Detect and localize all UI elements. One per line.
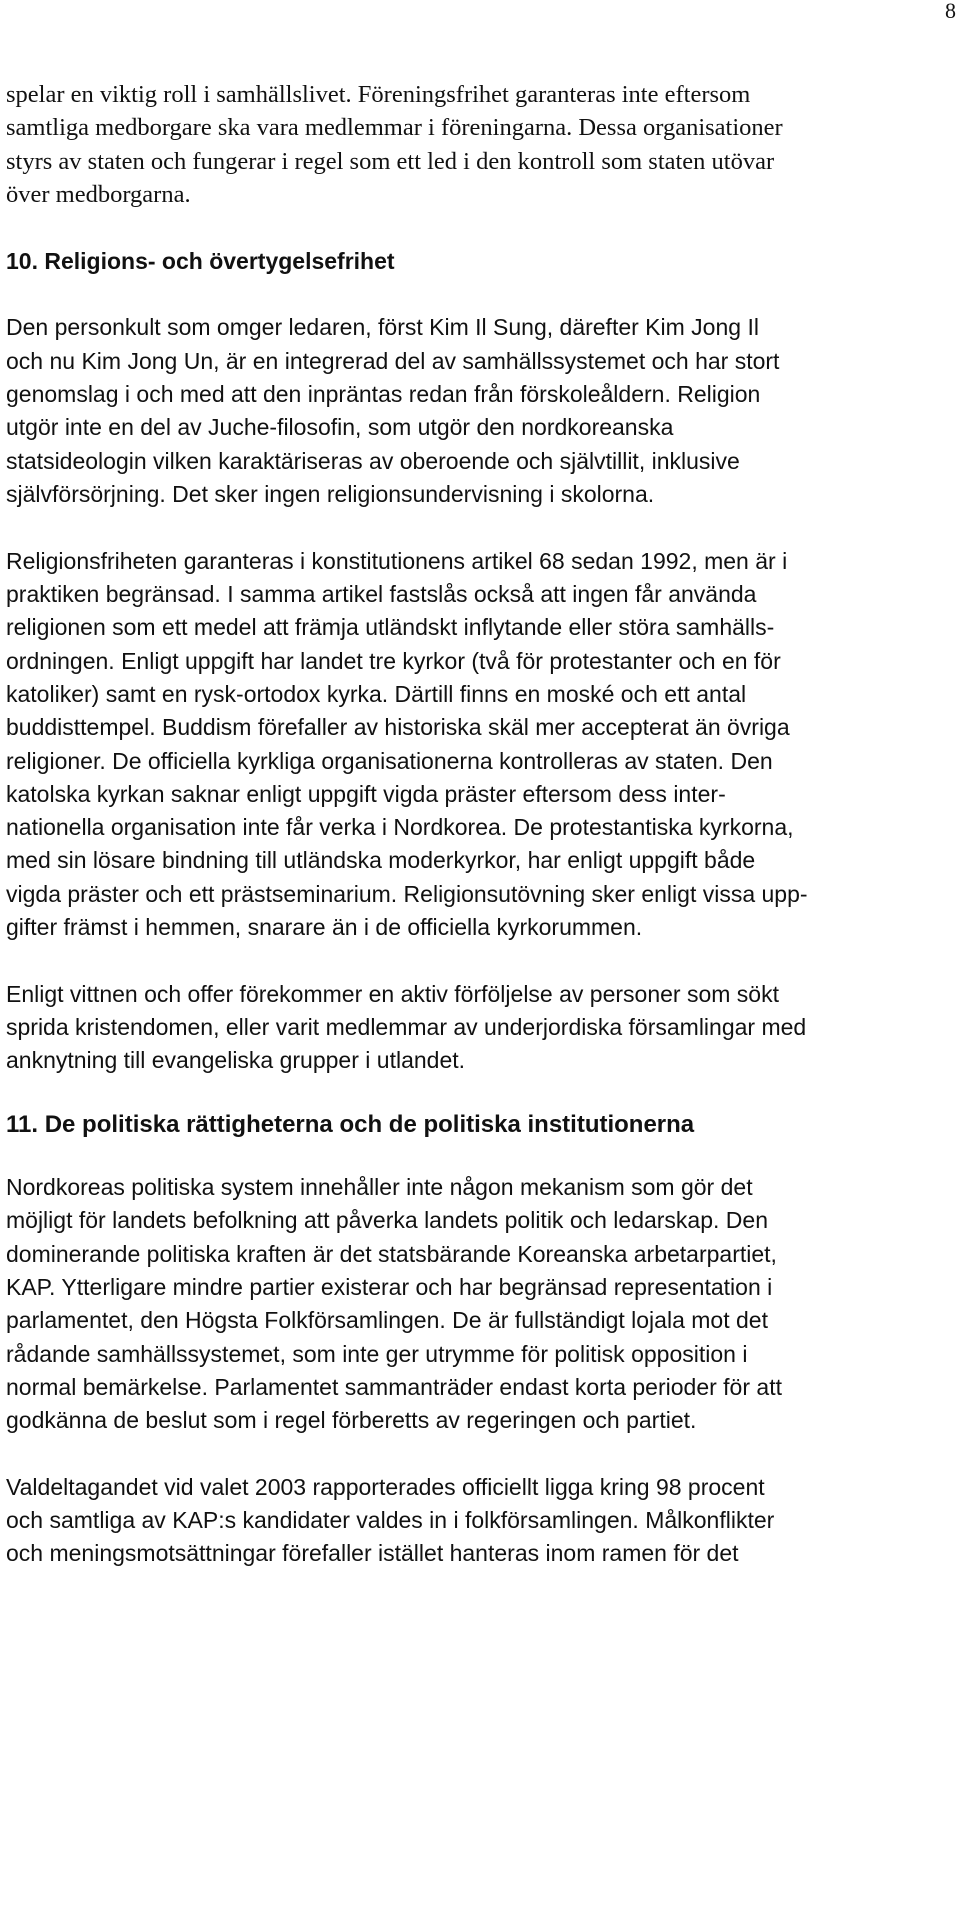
text-line: vigda präster och ett prästseminarium. Religionsutövning sker enligt vissa upp- — [6, 880, 808, 907]
text-line: katoliker) samt en rysk-ortodox kyrka. Därtill finns en moské och ett antal — [6, 680, 747, 707]
text-line: godkänna de beslut som i regel förberetts av regeringen och partiet. — [6, 1407, 697, 1434]
text-line: normal bemärkelse. Parlamentet sammanträder endast korta perioder för att — [6, 1373, 782, 1400]
text-line: dominerande politiska kraften är det statsbärande Koreanska arbetarpartiet, — [6, 1240, 777, 1267]
text-line: Nordkoreas politiska system innehåller inte någon mekanism som gör det — [6, 1174, 753, 1201]
paragraph-valdeltagande — [6, 1471, 952, 1571]
text-line: katolska kyrkan saknar enligt uppgift vigda präster eftersom dess inter- — [6, 780, 726, 807]
text-line: anknytning till evangeliska grupper i utlandet. — [6, 1047, 466, 1074]
text-line: sprida kristendomen, eller varit medlemmar av underjordiska församlingar med — [6, 1014, 807, 1041]
text-line: KAP. Ytterligare mindre partier existerar och har begränsad representation i — [6, 1273, 773, 1300]
text-line: gifter främst i hemmen, snarare än i de officiella kyrkorummen. — [6, 914, 643, 941]
text-line: och meningsmotsättningar förefaller istället hanteras inom ramen för det — [6, 1540, 739, 1567]
paragraph-personkult — [6, 311, 952, 511]
text-line: religionen som ett medel att främja utländskt inflytande eller störa samhälls- — [6, 614, 775, 641]
text-line: samtliga medborgare ska vara medlemmar i föreningarna. Dessa organisationer — [6, 114, 783, 142]
text-line: buddisttempel. Buddism förefaller av historiska skäl mer accepterat än övriga — [6, 714, 790, 741]
text-line: självförsörjning. Det sker ingen religionsundervisning i skolorna. — [6, 480, 655, 507]
text-line: Enligt vittnen och offer förekommer en aktiv förföljelse av personer som sökt — [6, 980, 779, 1007]
text-line: med sin lösare bindning till utländska moderkyrkor, har enligt uppgift både — [6, 847, 756, 874]
paragraph-religionsfrihet — [6, 545, 952, 945]
page-number: 8 — [945, 0, 956, 23]
text-line: styrs av staten och fungerar i regel som ett led i den kontroll som staten utövar — [6, 147, 775, 175]
text-line: genomslag i och med att den inpräntas redan från förskoleåldern. Religion — [6, 381, 761, 408]
text-line: rådande samhällssystemet, som inte ger utrymme för politisk opposition i — [6, 1340, 748, 1367]
section-heading-10: 10. Religions- och övertygelsefrihet — [6, 247, 395, 274]
text-line: ordningen. Enligt uppgift har landet tre kyrkor (två för protestanter och en för — [6, 647, 781, 674]
text-line: spelar en viktig roll i samhällslivet. Föreningsfrihet garanteras inte eftersom — [6, 81, 751, 108]
paragraph-intro — [6, 78, 952, 211]
text-line: religioner. De officiella kyrkliga organisationerna kontrolleras av staten. Den — [6, 747, 773, 774]
text-line: nationella organisation inte får verka i Nordkorea. De protestantiska kyrkorna, — [6, 814, 794, 841]
text-line: och nu Kim Jong Un, är en integrerad del av samhällssystemet och har stort — [6, 347, 780, 374]
text-line: Valdeltagandet vid valet 2003 rapporterades officiellt ligga kring 98 procent — [6, 1473, 765, 1500]
text-line: och samtliga av KAP:s kandidater valdes in i folkförsamlingen. Målkonflikter — [6, 1507, 775, 1534]
text-line: utgör inte en del av Juche-filosofin, som utgör den nordkoreanska — [6, 414, 674, 441]
document-page — [6, 78, 952, 1571]
text-line: Den personkult som omger ledaren, först Kim Il Sung, därefter Kim Jong Il — [6, 314, 759, 341]
text-line: parlamentet, den Högsta Folkförsamlingen. De är fullständigt lojala mot det — [6, 1307, 768, 1334]
text-line: Religionsfriheten garanteras i konstitutionens artikel 68 sedan 1992, men är i — [6, 547, 788, 574]
paragraph-forfoljelse — [6, 978, 952, 1078]
paragraph-politiska-systemet — [6, 1171, 952, 1437]
text-line: möjligt för landets befolkning att påverka landets politik och ledarskap. Den — [6, 1207, 768, 1234]
text-line: över medborgarna. — [6, 180, 191, 208]
text-line: praktiken begränsad. I samma artikel fastslås också att ingen får använda — [6, 581, 757, 608]
text-line: statsideologin vilken karaktäriseras av oberoende och självtillit, inklusive — [6, 447, 740, 474]
section-heading-11: 11. De politiska rättigheterna och de politiska institutionerna — [6, 1110, 695, 1138]
